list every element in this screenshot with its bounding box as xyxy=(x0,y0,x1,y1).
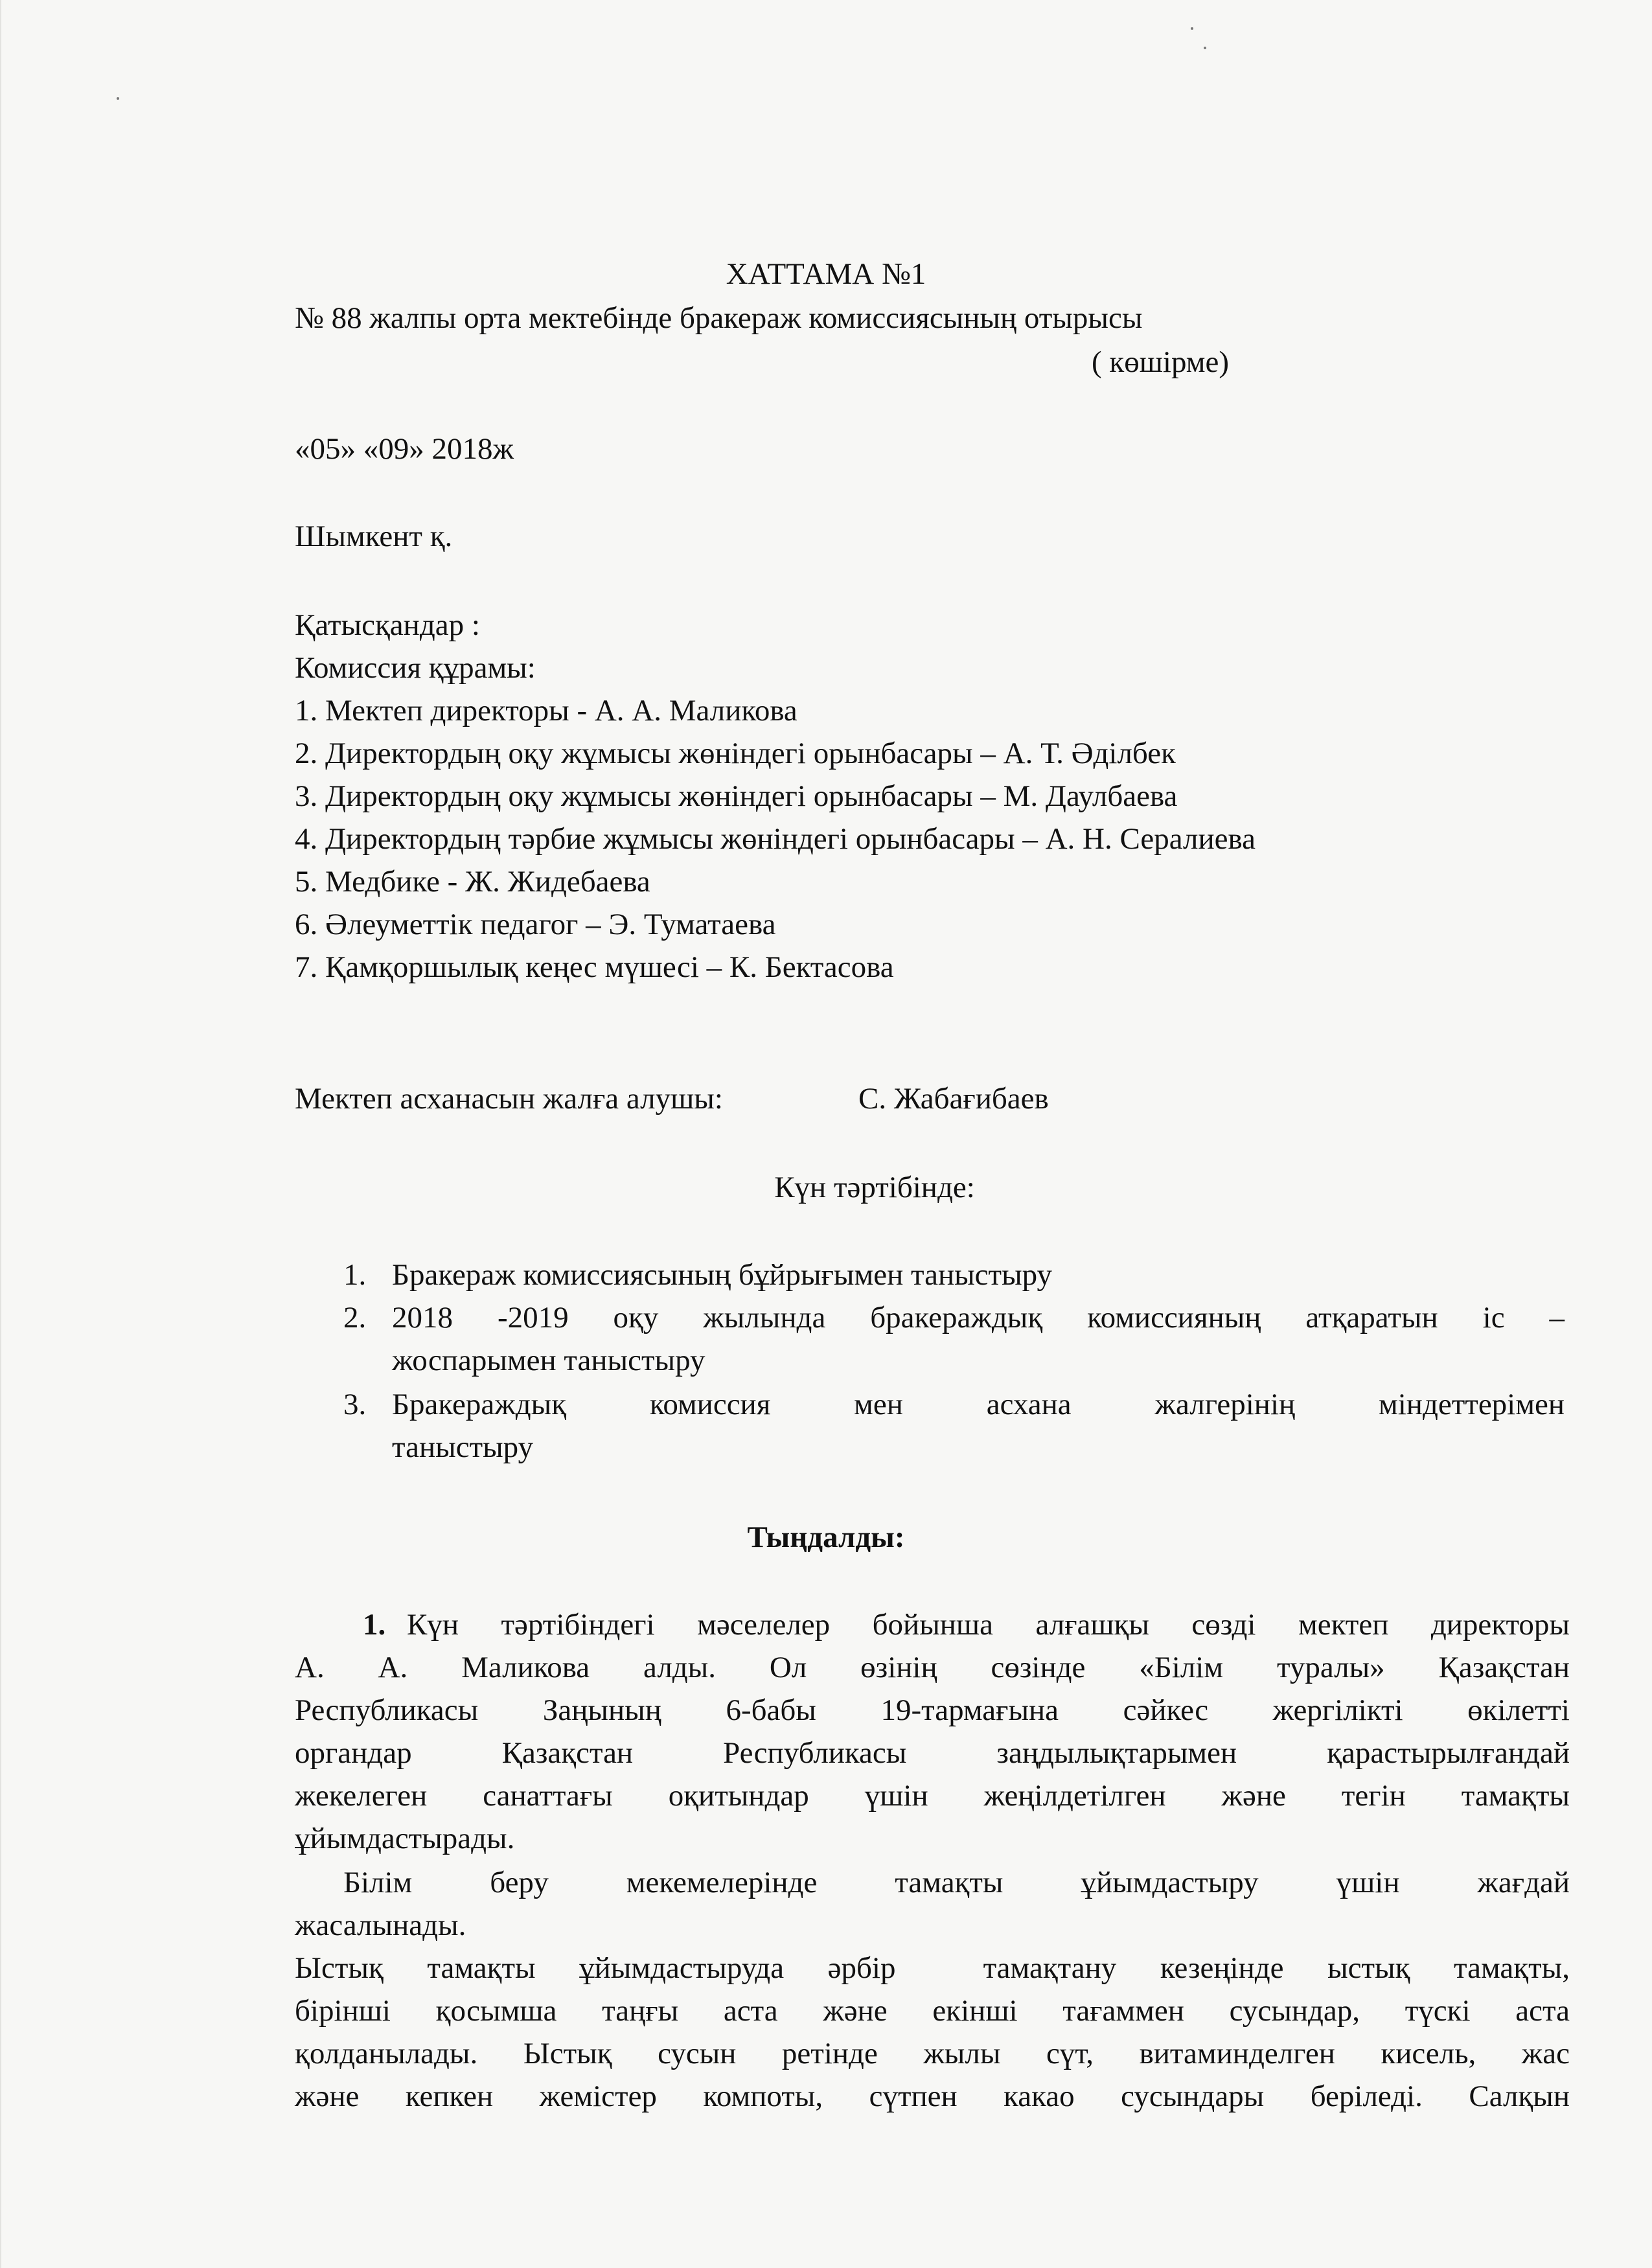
agenda-item-number: 3. xyxy=(343,1388,367,1421)
agenda-item-text: Бракераж комиссиясының бұйрығымен таныстыру xyxy=(392,1258,1053,1292)
paragraph-number: 1. xyxy=(363,1608,386,1642)
paragraph-line: Күн тәртібіндегі мәселелер бойынша алғашқы сөзді мектеп директоры xyxy=(407,1608,1570,1642)
agenda-item-text: Бракераждық комиссия мен асхана жалгерінің міндеттерімен xyxy=(392,1388,1565,1421)
paragraph-line: органдар Қазақстан Республикасы заңдылықтарымен қарастырылғандай xyxy=(295,1736,1570,1770)
agenda-item-text: таныстыру xyxy=(392,1430,534,1464)
participants-heading: Қатысқандар : xyxy=(295,608,480,642)
document-subtitle: № 88 жалпы орта мектебінде бракераж комиссиясының отырысы xyxy=(295,301,1143,335)
member-item: 5. Медбике - Ж. Жидебаева xyxy=(295,865,650,899)
agenda-heading: Күн тәртібінде: xyxy=(774,1171,975,1204)
member-item: 1. Мектеп директоры - А. А. Маликова xyxy=(295,694,797,727)
agenda-item-number: 2. xyxy=(343,1301,367,1334)
member-item: 7. Қамқоршылық кеңес мүшесі – К. Бектасова xyxy=(295,950,894,984)
scan-speck xyxy=(1204,47,1206,49)
agenda-item-number: 1. xyxy=(343,1258,367,1292)
paragraph-line: қолданылады. Ыстық сусын ретінде жылы сүт, витаминделген кисель, жас xyxy=(295,2037,1570,2070)
paragraph-line: Ыстық тамақты ұйымдастыруда әрбір тамақтану кезеңінде ыстық тамақты, xyxy=(295,1951,1570,1985)
tenant-name: С. Жабағибаев xyxy=(858,1082,1049,1116)
tenant-label: Мектеп асханасын жалға алушы: xyxy=(295,1082,723,1116)
member-item: 3. Директордың оқу жұмысы жөніндегі орынбасары – М. Даулбаева xyxy=(295,779,1178,813)
commission-heading: Комиссия құрамы: xyxy=(295,651,536,685)
member-item: 6. Әлеуметтік педагог – Э. Туматаева xyxy=(295,908,776,941)
paragraph-line: бірінші қосымша таңғы аста және екінші тағаммен сусындар, түскі аста xyxy=(295,1994,1570,2028)
scan-speck xyxy=(117,97,119,100)
listened-heading: Тыңдалды: xyxy=(747,1520,905,1554)
paragraph-line: жасалынады. xyxy=(295,1908,466,1942)
paragraph-line: А. А. Маликова алды. Ол өзінің сөзінде «Білім туралы» Қазақстан xyxy=(295,1651,1570,1684)
paragraph-line: ұйымдастырады. xyxy=(295,1822,515,1855)
scan-speck xyxy=(1191,27,1193,30)
paragraph-line: және кепкен жемістер компоты, сүтпен какао сусындары беріледі. Салқын xyxy=(295,2079,1570,2113)
copy-note: ( көшірме) xyxy=(1092,345,1230,379)
document-date: «05» «09» 2018ж xyxy=(295,432,514,466)
agenda-item-text: 2018 -2019 оқу жылында бракераждық комиссияның атқаратын іс – xyxy=(392,1301,1565,1334)
agenda-item-text: жоспарымен таныстыру xyxy=(392,1344,706,1377)
member-item: 4. Директордың тәрбие жұмысы жөніндегі орынбасары – А. Н. Сералиева xyxy=(295,822,1256,856)
paragraph-line: Білім беру мекемелерінде тамақты ұйымдастыру үшін жағдай xyxy=(343,1866,1570,1899)
document-title: ХАТТАМА №1 xyxy=(726,257,926,291)
member-item: 2. Директордың оқу жұмысы жөніндегі орынбасары – А. Т. Әділбек xyxy=(295,737,1176,770)
paragraph-line: Республикасы Заңының 6-бабы 19-тармағына сәйкес жергілікті өкілетті xyxy=(295,1693,1570,1727)
document-city: Шымкент қ. xyxy=(295,520,453,553)
paragraph-line: жекелеген санаттағы оқитындар үшін жеңілдетілген және тегін тамақты xyxy=(295,1779,1570,1813)
